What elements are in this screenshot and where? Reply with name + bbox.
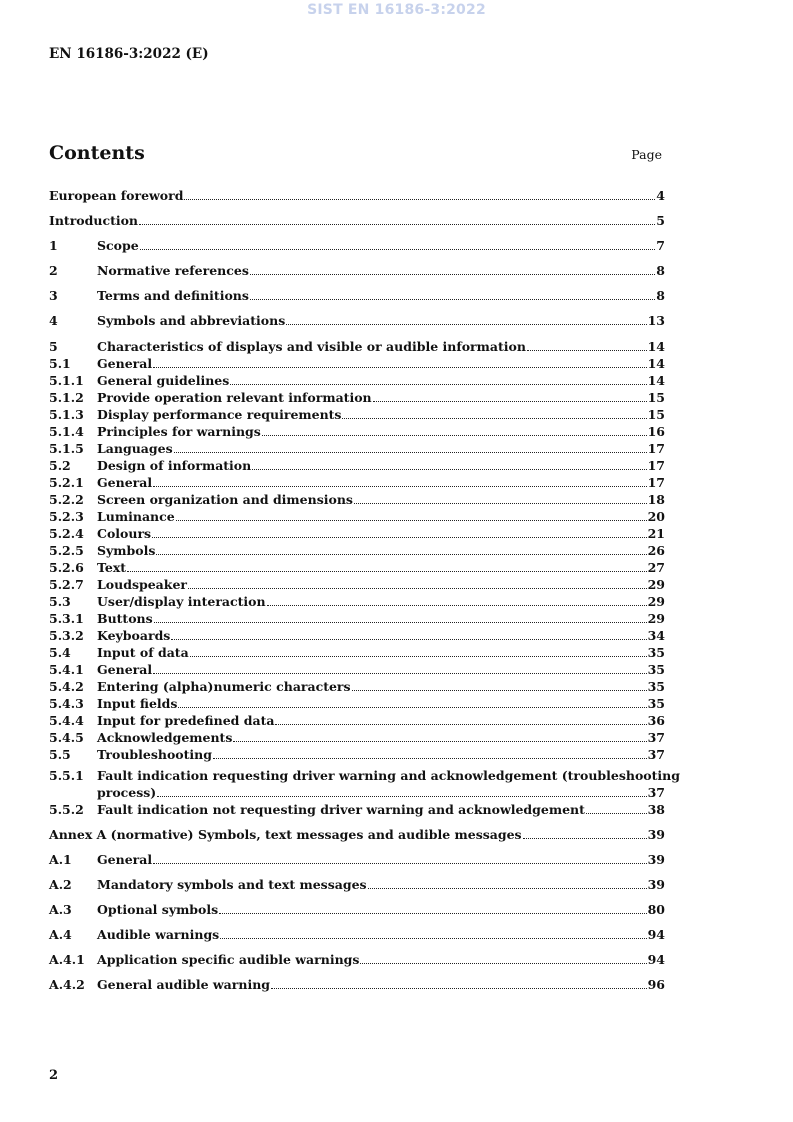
toc-entry-title: Symbols: [97, 543, 156, 558]
toc-entry-page: 29: [647, 577, 665, 592]
toc-entry-page: 16: [647, 424, 665, 439]
toc-entry-title: User/display interaction: [97, 594, 266, 609]
toc-entry-number: 5.2.7: [49, 577, 84, 592]
toc-entry-page: 7: [656, 238, 665, 253]
toc-entry[interactable]: [49, 338, 665, 355]
toc-entry-page: 17: [647, 475, 665, 490]
toc-entry-title: General guidelines: [97, 373, 230, 388]
toc-entry-number: 5.4.3: [49, 696, 84, 711]
dot-leader: [527, 350, 647, 351]
dot-leader: [127, 571, 647, 572]
toc-entry-title: Keyboards: [97, 628, 171, 643]
dot-leader: [171, 639, 646, 640]
toc-entry-page: 35: [647, 645, 665, 660]
toc-entry-title: Scope: [97, 238, 139, 253]
toc-entry-title: Troubleshooting: [97, 747, 212, 762]
toc-entry-page: 8: [656, 288, 665, 303]
toc-entry-title: Provide operation relevant information: [97, 390, 372, 405]
dot-leader: [153, 673, 646, 674]
toc-entry-page: 37: [647, 747, 665, 762]
toc-entry-page: 17: [647, 458, 665, 473]
page-column-label: Page: [631, 147, 662, 162]
toc-entry-title: Mandatory symbols and text messages: [97, 877, 367, 892]
toc-entry[interactable]: [49, 678, 665, 695]
dot-leader: [342, 418, 646, 419]
toc-entry[interactable]: [49, 627, 665, 644]
dot-leader: [154, 622, 647, 623]
toc-entry-page: 15: [647, 390, 665, 405]
toc-entry-number: 5.2.5: [49, 543, 84, 558]
toc-entry-title: Fault indication requesting driver warning and acknowledgement (troubleshooting: [97, 768, 680, 783]
toc-entry[interactable]: [49, 746, 665, 763]
dot-leader: [174, 452, 647, 453]
toc-entry[interactable]: [49, 237, 665, 254]
dot-leader: [523, 838, 647, 839]
dot-leader: [233, 741, 646, 742]
document-identifier: EN 16186-3:2022 (E): [49, 46, 209, 62]
dot-leader: [140, 249, 656, 250]
toc-entry-title: General: [97, 356, 153, 371]
toc-entry-title: Characteristics of displays and visible or audible information: [97, 339, 526, 354]
toc-entry[interactable]: [49, 457, 665, 474]
toc-entry-number: 5.4.2: [49, 679, 84, 694]
toc-entry[interactable]: [49, 187, 665, 204]
dot-leader: [188, 588, 647, 589]
toc-entry-page: 17: [647, 441, 665, 456]
toc-entry-title: Buttons: [97, 611, 153, 626]
toc-entry-page: 29: [647, 594, 665, 609]
toc-entry-number: 5.4.4: [49, 713, 84, 728]
toc-entry[interactable]: [49, 712, 665, 729]
toc-entry-number: 5.2.3: [49, 509, 84, 524]
toc-entry-title: Audible warnings: [97, 927, 220, 942]
toc-entry-number: 5.3.1: [49, 611, 84, 626]
toc-entry-title: Design of information: [97, 458, 252, 473]
toc-entry[interactable]: [49, 287, 665, 304]
toc-entry[interactable]: [49, 593, 665, 610]
toc-entry-page: 18: [647, 492, 665, 507]
toc-entry-title: Application specific audible warnings: [97, 952, 360, 967]
toc-entry-number: 5.1.2: [49, 390, 84, 405]
toc-entry-title: Symbols and abbreviations: [97, 313, 286, 328]
dot-leader: [250, 299, 655, 300]
dot-leader: [190, 656, 647, 657]
dot-leader: [352, 690, 647, 691]
dot-leader: [153, 486, 646, 487]
toc-entry-number: 5.2.6: [49, 560, 84, 575]
toc-entry-number: A.4: [49, 927, 72, 942]
toc-entry-title: European foreword: [49, 188, 184, 203]
dot-leader: [157, 796, 646, 797]
toc-entry[interactable]: [49, 406, 665, 423]
toc-entry-number: 5.2.2: [49, 492, 84, 507]
toc-entry-number: 5.2.1: [49, 475, 84, 490]
dot-leader: [153, 367, 646, 368]
toc-entry-page: 35: [647, 662, 665, 677]
toc-entry-page: 34: [647, 628, 665, 643]
dot-leader: [152, 537, 647, 538]
toc-entry[interactable]: [49, 644, 665, 661]
toc-entry-title: Principles for warnings: [97, 424, 261, 439]
toc-entry-title: Fault indication not requesting driver warning and acknowledgement: [97, 802, 585, 817]
toc-entry-title: Languages: [97, 441, 173, 456]
toc-entry-title: Annex A (normative) Symbols, text messages and audible messages: [49, 827, 522, 842]
dot-leader: [219, 913, 646, 914]
dot-leader: [139, 224, 655, 225]
toc-entry[interactable]: [49, 508, 665, 525]
toc-entry-title: Normative references: [97, 263, 249, 278]
toc-entry-number: 5.4: [49, 645, 71, 660]
table-of-contents: [49, 0, 680, 1122]
toc-entry-number: 5.1.3: [49, 407, 84, 422]
toc-entry-page: 14: [647, 356, 665, 371]
toc-entry-page: 21: [647, 526, 665, 541]
toc-entry-title: General: [97, 852, 153, 867]
toc-entry-title: Entering (alpha)numeric characters: [97, 679, 351, 694]
toc-entry-number: 5.4.5: [49, 730, 84, 745]
dot-leader: [271, 988, 647, 989]
dot-leader: [275, 724, 646, 725]
page-number: 2: [49, 1068, 59, 1083]
toc-entry[interactable]: [49, 876, 665, 893]
toc-entry[interactable]: [49, 212, 665, 229]
toc-entry[interactable]: [49, 372, 665, 389]
dot-leader: [230, 384, 646, 385]
dot-leader: [153, 863, 646, 864]
toc-entry[interactable]: [49, 576, 665, 593]
toc-entry-number: 5.2: [49, 458, 71, 473]
toc-entry-page: 27: [647, 560, 665, 575]
toc-entry-page: 39: [647, 877, 665, 892]
toc-heading: Contents: [49, 142, 145, 164]
toc-entry-number: 5.4.1: [49, 662, 84, 677]
toc-entry-page: 29: [647, 611, 665, 626]
dot-leader: [360, 963, 646, 964]
toc-entry[interactable]: [49, 826, 665, 843]
toc-entry[interactable]: [49, 976, 665, 993]
toc-entry-page: 8: [656, 263, 665, 278]
toc-entry-page: 96: [647, 977, 665, 992]
toc-entry[interactable]: [49, 851, 665, 868]
toc-entry-page: 39: [647, 827, 665, 842]
toc-entry-page: 14: [647, 339, 665, 354]
toc-entry-title-continued: process): [97, 785, 157, 800]
toc-entry[interactable]: [49, 262, 665, 279]
toc-entry-title: Luminance: [97, 509, 175, 524]
toc-entry-number: 5.1.5: [49, 441, 84, 456]
toc-entry[interactable]: [49, 491, 665, 508]
dot-leader: [368, 888, 647, 889]
toc-entry[interactable]: [49, 312, 665, 329]
dot-leader: [252, 469, 646, 470]
toc-entry-number: A.2: [49, 877, 72, 892]
toc-entry-title: General: [97, 662, 153, 677]
toc-entry-page: 38: [647, 802, 665, 817]
toc-entry-page: 94: [647, 927, 665, 942]
dot-leader: [354, 503, 647, 504]
toc-entry-title: Input for predefined data: [97, 713, 275, 728]
toc-entry-number: 5.2.4: [49, 526, 84, 541]
watermark: SIST EN 16186-3:2022: [307, 2, 486, 18]
toc-entry-number: A.4.1: [49, 952, 85, 967]
toc-entry-number: 5.5.2: [49, 802, 84, 817]
toc-entry-number: 4: [49, 313, 58, 328]
toc-entry[interactable]: [49, 901, 665, 918]
toc-entry-number: 2: [49, 263, 58, 278]
toc-entry-number: 5.1.4: [49, 424, 84, 439]
toc-entry[interactable]: [49, 767, 680, 801]
toc-entry[interactable]: [49, 389, 665, 406]
dot-leader: [178, 707, 646, 708]
toc-entry-page: 20: [647, 509, 665, 524]
dot-leader: [586, 813, 647, 814]
toc-entry-page: 35: [647, 696, 665, 711]
toc-entry-page: 36: [647, 713, 665, 728]
toc-entry[interactable]: [49, 695, 665, 712]
toc-entry-number: 5.3: [49, 594, 71, 609]
toc-entry-page: 4: [656, 188, 665, 203]
toc-entry-page: 35: [647, 679, 665, 694]
dot-leader: [213, 758, 647, 759]
dot-leader: [373, 401, 647, 402]
toc-entry-page: 13: [647, 313, 665, 328]
toc-entry-number: A.1: [49, 852, 72, 867]
toc-entry-number: 1: [49, 238, 58, 253]
toc-entry-title: Optional symbols: [97, 902, 219, 917]
toc-entry-title: Acknowledgements: [97, 730, 233, 745]
dot-leader: [250, 274, 655, 275]
toc-entry-number: 5.5: [49, 747, 71, 762]
dot-leader: [262, 435, 647, 436]
toc-entry-page: 37: [647, 730, 665, 745]
toc-entry-page: 15: [647, 407, 665, 422]
toc-entry[interactable]: [49, 440, 665, 457]
toc-entry[interactable]: [49, 926, 665, 943]
toc-entry-title: Input fields: [97, 696, 178, 711]
toc-entry-title: Input of data: [97, 645, 189, 660]
toc-entry-page: 80: [647, 902, 665, 917]
toc-entry-number: 5.3.2: [49, 628, 84, 643]
toc-entry-title: Introduction: [49, 213, 139, 228]
toc-entry[interactable]: [49, 610, 665, 627]
toc-entry-page: 14: [647, 373, 665, 388]
toc-entry-number: 3: [49, 288, 58, 303]
toc-entry[interactable]: [49, 525, 665, 542]
toc-entry-title: Display performance requirements: [97, 407, 342, 422]
toc-entry-page: 94: [647, 952, 665, 967]
toc-entry[interactable]: [49, 559, 665, 576]
toc-entry-page: 37: [647, 785, 665, 800]
dot-leader: [184, 199, 655, 200]
toc-entry[interactable]: [49, 729, 665, 746]
toc-entry-page: 5: [656, 213, 665, 228]
toc-entry-title: Terms and definitions: [97, 288, 249, 303]
toc-entry-title: General: [97, 475, 153, 490]
dot-leader: [176, 520, 647, 521]
toc-entry-number: 5.1.1: [49, 373, 84, 388]
toc-entry[interactable]: [49, 801, 665, 818]
toc-entry-page: 26: [647, 543, 665, 558]
toc-entry[interactable]: [49, 661, 665, 678]
toc-entry[interactable]: [49, 474, 665, 491]
dot-leader: [220, 938, 646, 939]
toc-entry[interactable]: [49, 542, 665, 559]
toc-entry-title: General audible warning: [97, 977, 271, 992]
toc-entry[interactable]: [49, 423, 665, 440]
dot-leader: [156, 554, 646, 555]
toc-entry[interactable]: [49, 951, 665, 968]
toc-entry[interactable]: [49, 355, 665, 372]
toc-entry-number: 5.5.1: [49, 768, 84, 783]
toc-entry-title: Text: [97, 560, 127, 575]
toc-entry-title: Colours: [97, 526, 152, 541]
toc-entry-number: 5: [49, 339, 58, 354]
dot-leader: [286, 324, 646, 325]
toc-entry-number: A.4.2: [49, 977, 85, 992]
dot-leader: [267, 605, 647, 606]
toc-entry-title: Loudspeaker: [97, 577, 187, 592]
toc-entry-number: A.3: [49, 902, 72, 917]
toc-entry-number: 5.1: [49, 356, 71, 371]
toc-entry-title: Screen organization and dimensions: [97, 492, 353, 507]
toc-entry-page: 39: [647, 852, 665, 867]
